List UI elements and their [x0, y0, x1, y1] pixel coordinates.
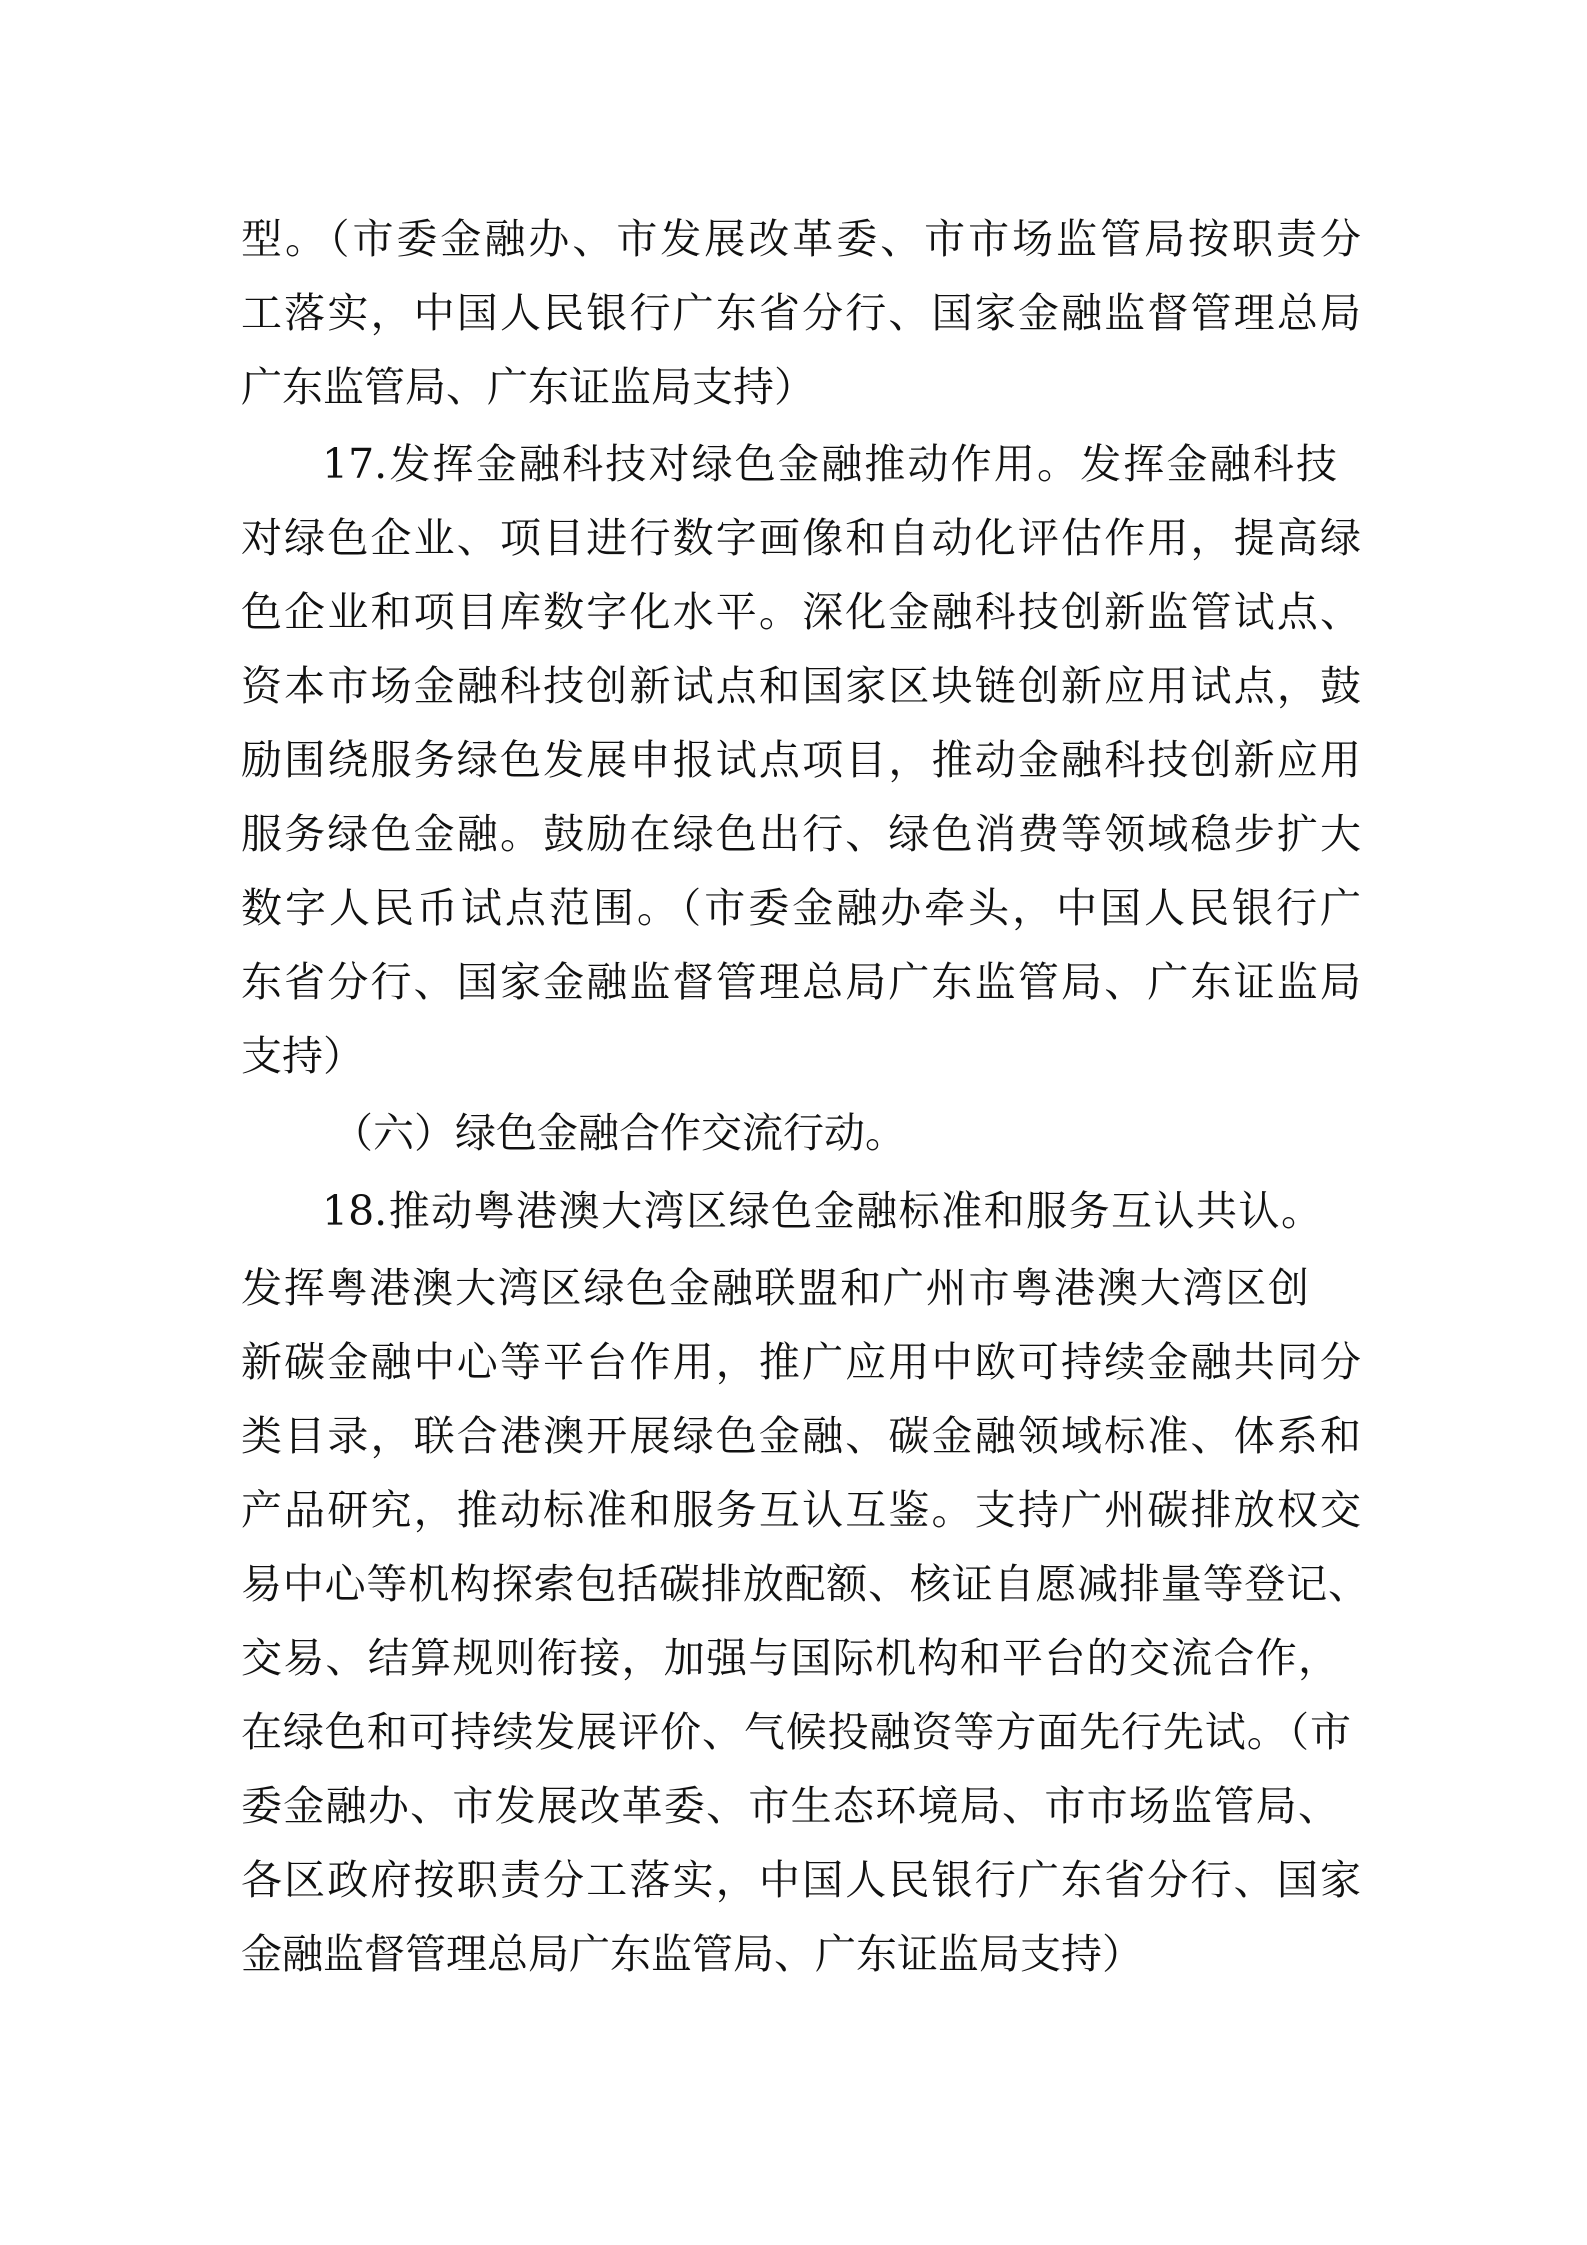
- text-line: 服务绿色金融。鼓励在绿色出行、绿色消费等领域稳步扩大: [241, 810, 1361, 858]
- text-line: 类目录，联合港澳开展绿色金融、碳金融领域标准、体系和: [241, 1412, 1361, 1460]
- text-line: 励围绕服务绿色发展申报试点项目，推动金融科技创新应用: [241, 736, 1361, 784]
- text-line: 各区政府按职责分工落实，中国人民银行广东省分行、国家: [241, 1856, 1361, 1904]
- text-line: 产品研究，推动标准和服务互认互鉴。支持广州碳排放权交: [241, 1486, 1361, 1534]
- text-line: 色企业和项目库数字化水平。深化金融科技创新监管试点、: [241, 588, 1361, 636]
- text-line: 新碳金融中心等平台作用，推广应用中欧可持续金融共同分: [241, 1338, 1361, 1386]
- text-line: 金融监督管理总局广东监管局、广东证监局支持）: [241, 1930, 1143, 1978]
- paragraph-heading-18: 18.推动粤港澳大湾区绿色金融标准和服务互认共认。: [322, 1187, 1322, 1235]
- text-line: 在绿色和可持续发展评价、气候投融资等方面先行先试。（市: [241, 1708, 1351, 1756]
- section-heading: （六）绿色金融合作交流行动。: [332, 1109, 906, 1157]
- paragraph-heading-17: 17.发挥金融科技对绿色金融推动作用。发挥金融科技: [322, 440, 1337, 488]
- text-line: 支持）: [241, 1032, 364, 1080]
- text-line: 发挥粤港澳大湾区绿色金融联盟和广州市粤港澳大湾区创: [241, 1264, 1309, 1312]
- text-line: 资本市场金融科技创新试点和国家区块链创新应用试点，鼓: [241, 662, 1361, 710]
- text-line: 对绿色企业、项目进行数字画像和自动化评估作用，提高绿: [241, 514, 1361, 562]
- text-line: 东省分行、国家金融监督管理总局广东监管局、广东证监局: [241, 958, 1361, 1006]
- text-line: 委金融办、市发展改革委、市生态环境局、市市场监管局、: [241, 1782, 1339, 1830]
- text-line: 数字人民币试点范围。（市委金融办牵头，中国人民银行广: [241, 884, 1361, 932]
- text-line: 工落实，中国人民银行广东省分行、国家金融监督管理总局: [241, 289, 1361, 337]
- text-line: 交易、结算规则衔接，加强与国际机构和平台的交流合作，: [241, 1634, 1339, 1682]
- text-line: 易中心等机构探索包括碳排放配额、核证自愿减排量等登记、: [241, 1560, 1369, 1608]
- text-line: 型。（市委金融办、市发展改革委、市市场监管局按职责分: [241, 215, 1361, 263]
- text-line: 广东监管局、广东证监局支持）: [241, 363, 815, 411]
